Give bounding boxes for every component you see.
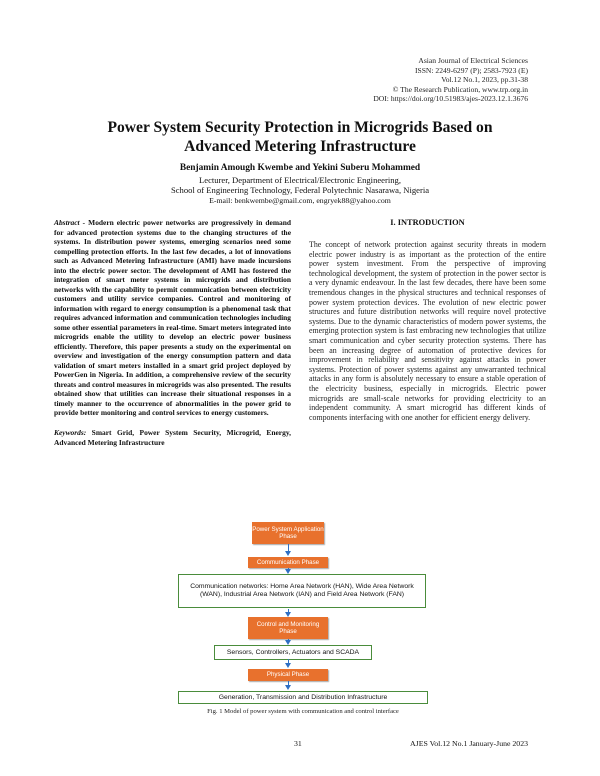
title-line-1: Power System Security Protection in Microgrids Based on (107, 119, 493, 136)
box-communication-networks: Communication networks: Home Area Network (HAN), Wide Area Network (WAN), Industrial Area Network (IAN) and Field Area Network (FAN) (178, 574, 426, 608)
author-position: Lecturer, Department of Electrical/Electronic Engineering, (199, 174, 401, 185)
title-line-2: Advanced Metering Infrastructure (184, 138, 416, 155)
paper-title (60, 118, 540, 156)
keywords-label: Keywords: (54, 428, 87, 437)
arrow-5-tip (285, 663, 291, 668)
box-application-phase: Power System Application Phase (252, 522, 324, 544)
abstract (54, 218, 291, 418)
journal-publisher: © The Research Publication, www.trp.org.in (392, 84, 528, 94)
page-number: 31 (294, 739, 302, 748)
author-block (60, 163, 540, 206)
journal-volume: Vol.12 No.1, 2023, pp.31-38 (441, 75, 528, 85)
figure-caption: Fig. 1 Model of power system with communication and control interface (207, 708, 399, 715)
box-control-monitoring-phase: Control and Monitoring Phase (248, 617, 328, 639)
figure-diagram (178, 522, 428, 708)
box-generation-infrastructure: Generation, Transmission and Distribution Infrastructure (178, 691, 428, 704)
author-affiliation: School of Engineering Technology, Federal Polytechnic Nasarawa, Nigeria (170, 185, 430, 195)
journal-header (373, 56, 528, 104)
keywords (54, 428, 291, 447)
abstract-text: Modern electric power networks are progressively in demand for advanced protection systems due to the changing structures of the systems. In distribution power systems, emerging scenarios need some compelling protection efforts. In the last few decades, a lot of innovations such as Advanced Metering Infrastructure (AMI) have made incursions into the electric power sector. The development of AMI has fostered the integration of smart meter systems in microgrids and distribution networks with the capability to permit communication between electricity customers and utility service companies. Control and monitoring of information with regard to energy consumption is a phenomenal task that requires advanced information and communication technologies including some other essential parameters in real-time. Smart meters integrated into microgrids enable the utility to develop an electric power business efficiently. Therefore, this paper presents a study on the experimental on overview and investigation of the energy consumption pattern and data validation of smart meters installed in a smart grid project deployed by PowerGen in Nigeria. In addition, a comprehensive review of the security threats and control measures in microgrids was also presented. The results obtained show that utilities can increase their situational responses in a timely manner to the occurrence of abnormalities in the power grid to provide better monitoring and control services to energy customers. (54, 218, 292, 417)
footer-journal: AJES Vol.12 No.1 January-June 2023 (410, 739, 528, 748)
box-physical-phase: Physical Phase (248, 669, 328, 681)
arrow-1-tip (285, 551, 291, 556)
journal-doi: DOI: https://doi.org/10.51983/ajes-2023.12.1.3676 (373, 94, 528, 104)
journal-name: Asian Journal of Electrical Sciences (418, 56, 528, 65)
intro-paragraph: The concept of network protection against security threats in modern electric power industry is as important as the protection of the entire power system investment. From the perspective of improving technological development, the system of protection in the power sector is a very dynamic endeavour. In the last few decades, there have been some tremendous changes in the physical structures and technical responses of power system protection devices. The evolution of new electric power structures and future distribution networks will require novel protective systems. Due to the dynamic characteristics of modern power systems, the emerging protection system is fast embracing new technologies that utilize smart communication and cyber security protection systems. There has been an increasing degree of automation of protective devices for improvement in reliability and sensitivity against attacks in power systems. Protection of power systems against any unwarranted technical attacks in any form is absolutely necessary to ensure a stable operation of the electricity business, especially in microgrids. Electric power microgrids are small-scale networks for providing electricity to an independent community. A smart microgrid has different kinds of components interfacing with one another for efficient energy delivery. (309, 240, 546, 422)
keywords-text: Smart Grid, Power System Security, Microgrid, Energy, Advanced Metering Infrastructure (54, 428, 291, 447)
section-heading: I. INTRODUCTION (390, 218, 465, 227)
author-email: E-mail: benkwembe@gmail.com, engryek88@yahoo.com (209, 195, 391, 205)
author-names: Benjamin Amough Kwembe and Yekini Suberu Mohammed (179, 163, 421, 173)
box-sensors-controllers: Sensors, Controllers, Actuators and SCADA (214, 645, 372, 660)
journal-issn: ISSN: 2249-6297 (P); 2583-7923 (E) (414, 65, 528, 75)
box-communication-phase: Communication Phase (248, 557, 328, 568)
abstract-label: Abstract - (54, 218, 86, 227)
arrow-6-tip (285, 685, 291, 690)
